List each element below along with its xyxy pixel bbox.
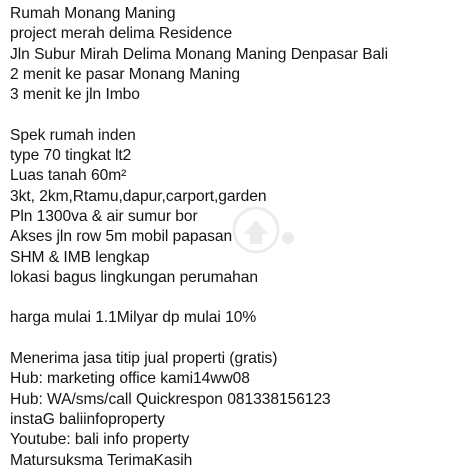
spec-access: Akses jln row 5m mobil papasan	[10, 228, 233, 246]
block-location	[10, 4, 448, 105]
spec-rooms: 3kt, 2km,Rtamu,dapur,carport,garden	[10, 187, 267, 205]
address-line: Jln Subur Mirah Delima Monang Maning Denpasar Bali	[10, 45, 389, 63]
spec-utilities: Pln 1300va & air sumur bor	[10, 207, 198, 225]
spec-type: type 70 tingkat lt2	[10, 147, 132, 165]
spec-certificate: SHM & IMB lengkap	[10, 248, 150, 266]
project-name: project merah delima Residence	[10, 25, 233, 43]
closing-thanks: Matursuksma TerimaKasih	[10, 451, 193, 469]
spec-location: lokasi bagus lingkungan perumahan	[10, 268, 259, 286]
contact-phone: Hub: WA/sms/call Quickrespon 081338156123	[10, 390, 331, 408]
distance-market: 2 menit ke pasar Monang Maning	[10, 65, 240, 83]
distance-road: 3 menit ke jln Imbo	[10, 86, 140, 104]
contact-youtube: Youtube: bali info property	[10, 431, 190, 449]
listing-text	[10, 4, 448, 471]
paragraph-gap	[10, 105, 448, 125]
contact-instagram: instaG baliinfoproperty	[10, 410, 165, 428]
spec-land-area: Luas tanah 60m²	[10, 167, 127, 185]
contact-office: Hub: marketing office kami14ww08	[10, 370, 250, 388]
block-contact	[10, 349, 448, 471]
consignment-offer: Menerima jasa titip jual properti (gratis)	[10, 350, 278, 368]
paragraph-gap	[10, 288, 448, 308]
spec-heading: Spek rumah inden	[10, 126, 136, 144]
block-price	[10, 308, 448, 328]
listing-title: Rumah Monang Maning	[10, 5, 176, 22]
price-line: harga mulai 1.1Milyar dp mulai 10%	[10, 309, 257, 327]
block-specs	[10, 126, 448, 288]
paragraph-gap	[10, 329, 448, 349]
